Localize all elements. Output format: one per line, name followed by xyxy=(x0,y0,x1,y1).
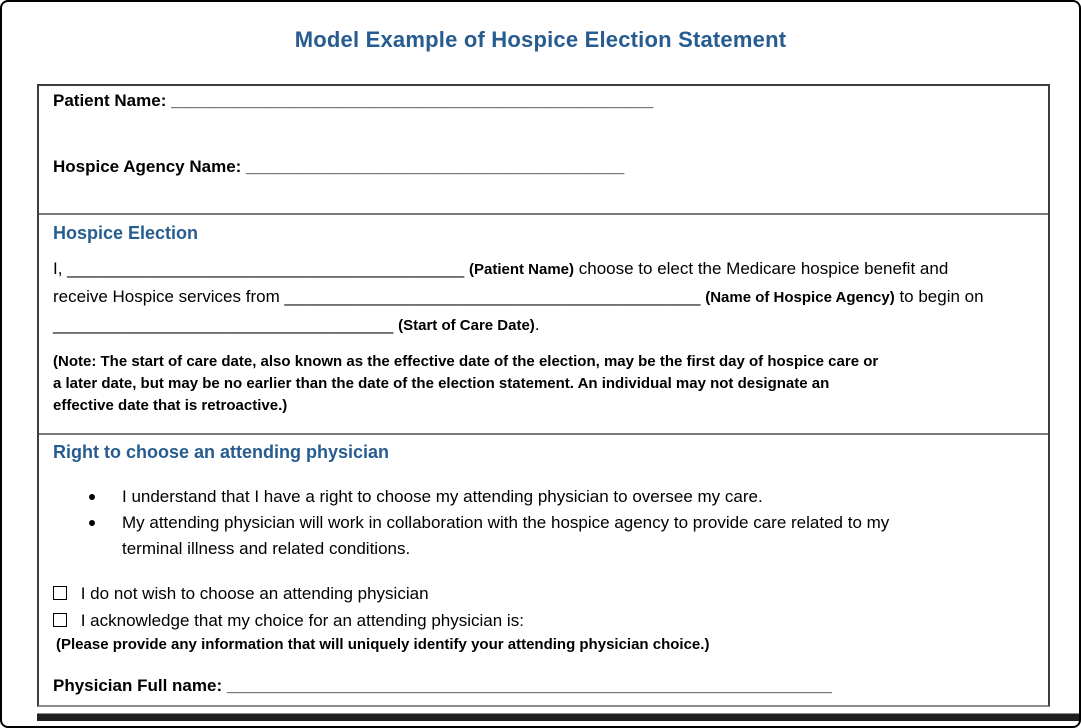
physician-choice-options xyxy=(53,580,1034,656)
bullet-text: I understand that I have a right to choose my attending physician to oversee my care. xyxy=(122,487,763,506)
bullet-icon xyxy=(89,520,95,526)
checkbox-acknowledge-choice[interactable] xyxy=(53,613,67,627)
checkbox-row-acknowledge-choice xyxy=(53,607,1034,634)
paragraph-line xyxy=(53,255,1034,283)
physician-full-name-field xyxy=(53,674,1034,698)
text-segment: I, xyxy=(53,259,68,278)
patient-name-blank[interactable]: ___________________________________________________ xyxy=(171,91,654,110)
section-hospice-election xyxy=(39,213,1048,433)
checkbox-no-physician[interactable] xyxy=(53,586,67,600)
checkbox-acknowledge-label: I acknowledge that my choice for an attending physician is: xyxy=(80,611,524,630)
patient-name-field xyxy=(53,89,1034,113)
patient-name-caption: (Patient Name) xyxy=(469,261,575,278)
bullet-item xyxy=(53,510,1034,562)
hospice-election-heading: Hospice Election xyxy=(53,223,199,243)
election-paragraph xyxy=(53,255,1034,339)
page-title: Model Example of Hospice Election Statement xyxy=(294,27,787,52)
hospice-agency-field xyxy=(53,155,1034,179)
identify-physician-note: (Please provide any information that will uniquely identify your attending physician choice.) xyxy=(56,636,710,653)
paragraph-line xyxy=(53,283,1034,311)
note-line: a later date, but may be no earlier than the date of the election statement. An individual may not designate an xyxy=(53,375,830,392)
patient-name-label: Patient Name: xyxy=(53,91,167,110)
bullet-text: My attending physician will work in collaboration with the hospice agency to provide care related to my xyxy=(122,513,890,532)
care-date-caption: (Start of Care Date) xyxy=(398,317,535,334)
section-attending-physician xyxy=(39,433,1048,705)
text-segment: receive Hospice services from xyxy=(53,287,285,306)
note-line: (Note: The start of care date, also known as the effective date of the election, may be the first day of hospice care or xyxy=(53,353,879,370)
election-form-table xyxy=(37,84,1050,707)
physician-full-name-label: Physician Full name: xyxy=(53,676,223,695)
hospice-agency-label: Hospice Agency Name: xyxy=(53,157,242,176)
text-segment: . xyxy=(534,315,540,334)
hospice-agency-blank[interactable]: ________________________________________ xyxy=(246,157,625,176)
physician-full-name-blank[interactable]: ________________________________________________________________ xyxy=(226,676,832,695)
agency-name-inline-blank[interactable]: ____________________________________________ xyxy=(284,287,701,306)
attending-physician-heading: Right to choose an attending physician xyxy=(53,442,390,462)
patient-name-inline-blank[interactable]: __________________________________________ xyxy=(67,259,465,278)
care-date-inline-blank[interactable]: ____________________________________ xyxy=(53,315,394,334)
bullet-icon xyxy=(89,494,95,500)
agency-name-caption: (Name of Hospice Agency) xyxy=(705,289,895,306)
text-segment: to begin on xyxy=(894,287,984,306)
bullet-item xyxy=(53,484,1034,510)
next-section-clipped-edge xyxy=(37,713,1079,721)
text-segment: choose to elect the Medicare hospice benefit and xyxy=(574,259,949,278)
checkbox-no-physician-label: I do not wish to choose an attending physician xyxy=(80,584,429,603)
checkbox-row-no-physician xyxy=(53,580,1034,607)
section-patient-info xyxy=(39,86,1048,213)
rights-bullet-list xyxy=(53,484,1034,562)
paragraph-line xyxy=(53,311,1034,339)
bullet-text: terminal illness and related conditions. xyxy=(122,539,411,558)
start-of-care-note xyxy=(53,351,1034,417)
note-line: effective date that is retroactive.) xyxy=(53,397,288,414)
